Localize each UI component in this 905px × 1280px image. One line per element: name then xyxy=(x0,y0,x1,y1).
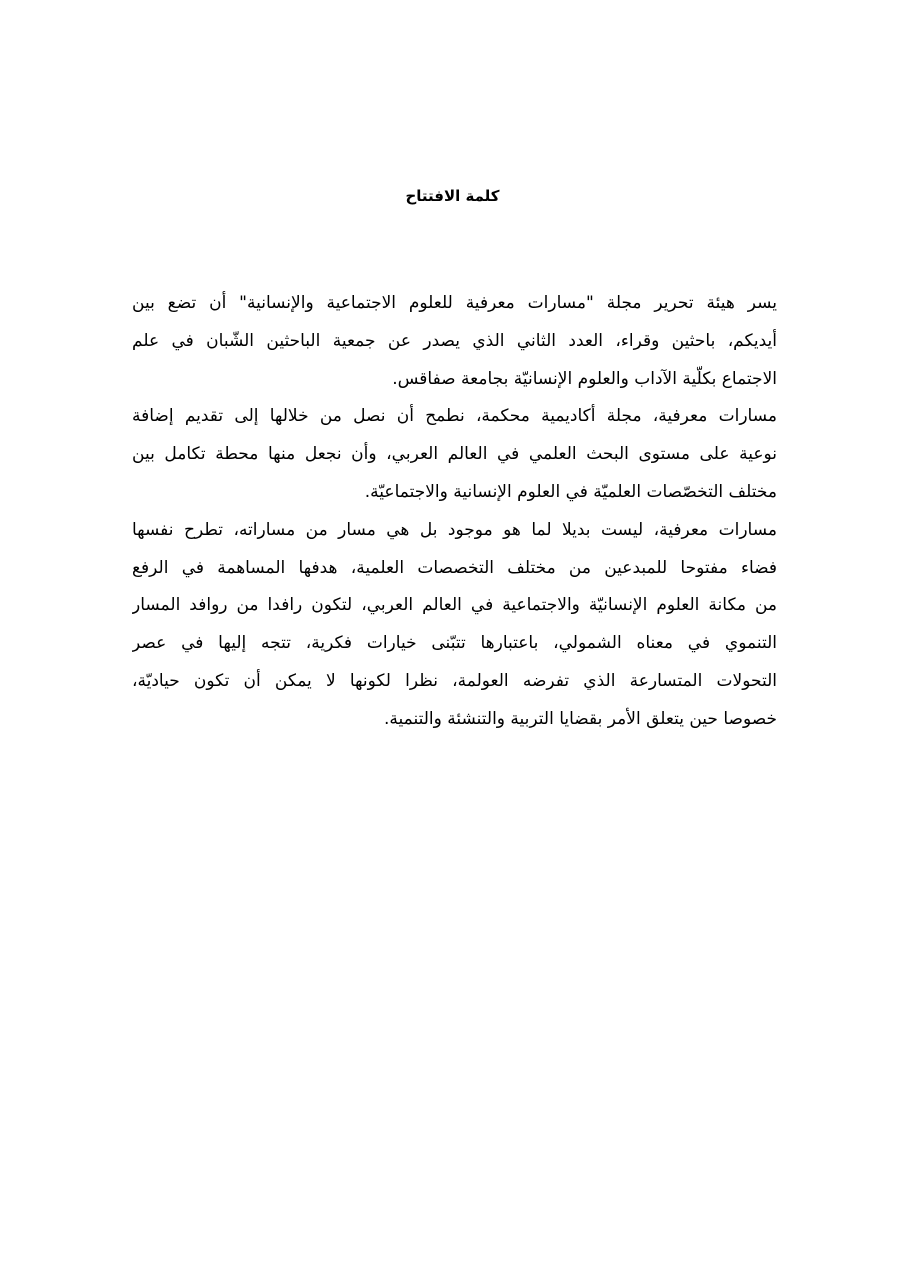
opening-text xyxy=(132,285,777,739)
text-line: الاجتماع بكلّية الآداب والعلوم الإنسانيّة بجامعة صفاقس. xyxy=(392,368,777,389)
text-line: من مكانة العلوم الإنسانيّة والاجتماعية في العالم العربي، لتكون رافدا من روافد المسار xyxy=(132,595,777,616)
text-line: فضاء مفتوحا للمبدعين من مختلف التخصصات العلمية، هدفها المساهمة في الرفع xyxy=(132,557,777,578)
text-line: يسر هيئة تحرير مجلة "مسارات معرفية للعلوم الاجتماعية والإنسانية" أن تضع بين xyxy=(132,293,777,313)
text-line: التحولات المتسارعة الذي تفرضه العولمة، نظرا لكونها لا يمكن أن تكون حياديّة، xyxy=(132,670,777,691)
text-line: خصوصا حين يتعلق الأمر بقضايا التربية والتنشئة والتنمية. xyxy=(383,708,777,729)
text-line: نوعية على مستوى البحث العلمي في العالم العربي، وأن نجعل منها محطة تكامل بين xyxy=(132,444,777,465)
page-title: كلمة الافتتاح xyxy=(405,187,500,205)
text-line: مختلف التخصّصات العلميّة في العلوم الإنسانية والاجتماعيّة. xyxy=(364,481,777,502)
text-line: مسارات معرفية، ليست بديلا لما هو موجود بل هي مسار من مساراته، تطرح نفسها xyxy=(132,519,777,540)
text-line: التنموي في معناه الشمولي، باعتبارها تتبّنى خيارات فكرية، تتجه إليها في عصر xyxy=(132,633,777,654)
text-line: أيديكم، باحثين وقراء، العدد الثاني الذي يصدر عن جمعية الباحثين الشّبان في علم xyxy=(132,330,777,351)
text-line: مسارات معرفية، مجلة أكاديمية محكمة، نطمح أن نصل من خلالها إلى تقديم إضافة xyxy=(132,406,777,427)
